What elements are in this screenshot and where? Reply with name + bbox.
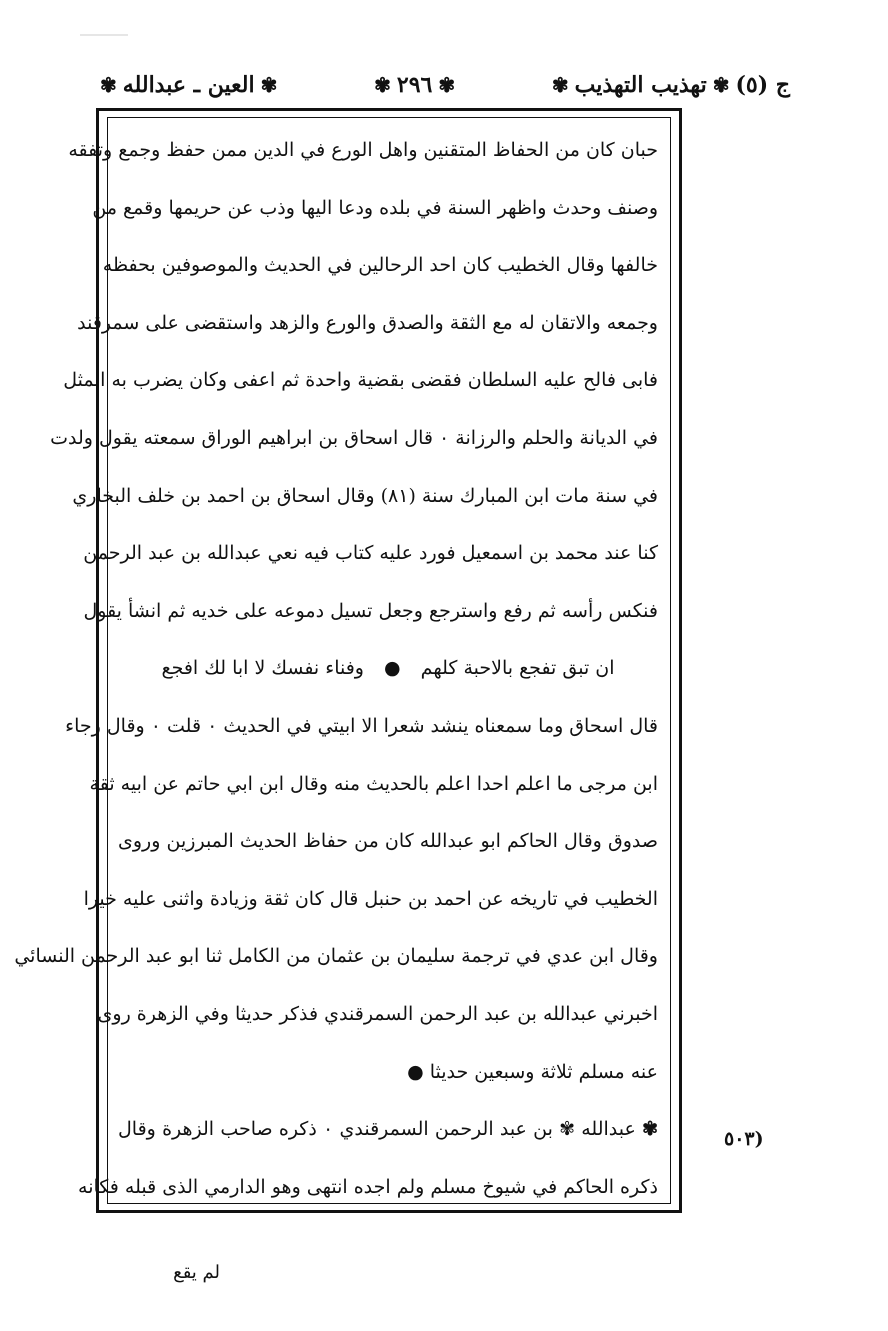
text-line: وجمعه والاتقان له مع الثقة والصدق والورع والزهد واستقضى على سمرقند	[77, 311, 658, 334]
text-line: حبان كان من الحفاظ المتقنين واهل الورع في الدين ممن حفظ وجمع وتفقه	[68, 139, 658, 161]
header-book-title: تهذيب التهذيب	[574, 72, 707, 98]
flower-ornament-icon: ✾	[260, 73, 278, 97]
flower-ornament-icon: ✾	[374, 73, 391, 97]
entry-ornament-icon: ✾	[642, 1118, 658, 1141]
text-line: كنا عند محمد بن اسمعيل فورد عليه كتاب فيه نعي عبدالله بن عبد الرحمن	[83, 542, 658, 565]
text-line: فابى فالح عليه السلطان فقضى بقضية واحدة ثم اعفى وكان يضرب به المثل	[63, 369, 658, 392]
main-text	[14, 122, 658, 1216]
header-page-group	[374, 72, 455, 98]
text-line: عنه مسلم ثلاثة وسبعين حديثا ●	[407, 1060, 658, 1083]
verse-separator-icon: ●	[384, 657, 401, 680]
flower-ornament-icon: ✾	[100, 73, 117, 97]
header-volume-group	[552, 72, 790, 98]
entry-number: ٥٠٣)	[724, 1128, 764, 1150]
entry-heading-text: عبدالله ✾ بن عبد الرحمن السمرقندي ٠ ذكره صاحب الزهرة وقال	[118, 1118, 636, 1141]
text-line: وقال ابن عدي في ترجمة سليمان بن عثمان من الكامل ثنا ابو عبد الرحمن النسائي	[14, 945, 658, 968]
text-line: ابن مرجى ما اعلم احدا اعلم بالحديث منه وقال ابن ابي حاتم عن ابيه ثقة	[89, 772, 658, 795]
text-line: ذكره الحاكم في شيوخ مسلم ولم اجده انتهى وهو الدارمي الذى قبله فكانه	[78, 1175, 658, 1198]
flower-ornament-icon: ✾	[712, 73, 730, 97]
flower-ornament-icon: ✾	[438, 73, 456, 97]
running-header	[100, 60, 790, 110]
text-line: في سنة مات ابن المبارك سنة (٨١) وقال اسحاق بن احمد بن خلف البخاري	[72, 484, 658, 507]
text-line: اخبرني عبدالله بن عبد الرحمن السمرقندي فذكر حديثا وفي الزهرة روى	[97, 1002, 658, 1025]
catchword: لم يقع	[173, 1262, 220, 1283]
verse-first-half: ان تبق تفجع بالاحبة كلهم	[420, 657, 615, 680]
text-line: صدوق وقال الحاكم ابو عبدالله كان من حفاظ الحديث المبرزين وروى	[118, 830, 658, 853]
text-line: في الديانة والحلم والرزانة ٠ قال اسحاق بن ابراهيم الوراق سمعته يقول ولدت	[50, 426, 658, 449]
flower-ornament-icon: ✾	[551, 73, 569, 97]
entry-first-line	[118, 1101, 658, 1159]
header-volume: ج (٥)	[735, 72, 790, 98]
text-line: فنكس رأسه ثم رفع واسترجع وجعل تسيل دموعه على خديه ثم انشأ يقول	[83, 599, 658, 622]
verse-second-half: وفناء نفسك لا ابا لك افجع	[161, 657, 364, 680]
text-line: الخطيب في تاريخه عن احمد بن حنبل قال كان ثقة وزيادة واثنى عليه خيرا	[83, 887, 658, 910]
header-section-group	[100, 72, 277, 98]
header-page-number: ٢٩٦	[396, 72, 433, 98]
header-section: العين ـ عبدالله	[122, 72, 255, 98]
text-line: قال اسحاق وما سمعناه ينشد شعرا الا ابيتي في الحديث ٠ قلت ٠ وقال رجاء	[65, 714, 658, 737]
text-line: خالفها وقال الخطيب كان احد الرحالين في الحديث والموصوفين بحفظه	[102, 254, 658, 277]
text-line: وصنف وحدث واظهر السنة في بلده ودعا اليها وذب عن حريمها وقمع من	[92, 196, 658, 219]
scan-artifact	[80, 34, 128, 36]
verse-line	[118, 640, 658, 698]
